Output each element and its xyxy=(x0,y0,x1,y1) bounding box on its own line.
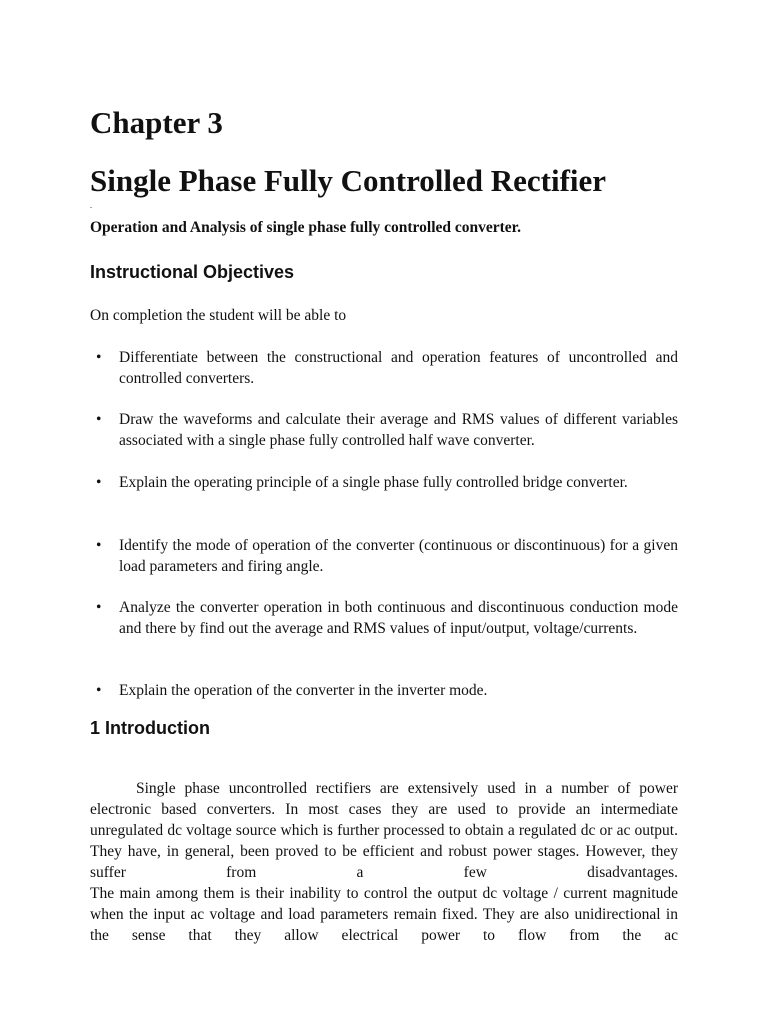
objective-item xyxy=(90,535,678,577)
objectives-heading: Instructional Objectives xyxy=(90,262,295,282)
bullet-icon: • xyxy=(96,682,102,699)
objective-item xyxy=(90,409,678,451)
objective-text: Identify the mode of operation of the converter (continuous or discontinuous) for a given load parameters and firing angle. xyxy=(119,537,678,575)
stray-mark: . xyxy=(90,201,92,210)
chapter-title: Chapter 3 xyxy=(90,105,223,140)
objective-text: Analyze the converter operation in both continuous and discontinuous conduction mode and there by find out the average and RMS values of input/output, voltage/currents. xyxy=(119,599,678,637)
objective-text: Explain the operation of the converter in the inverter mode. xyxy=(119,682,488,699)
objective-item xyxy=(90,347,678,389)
introduction-paragraph: Single phase uncontrolled rectifiers are extensively used in a number of power electronic based converters. In most cases they are used to provide an intermediate unregulated dc voltage source which is further processed to obtain a regulated dc or ac output. They have, in general, been proved to be efficient and robust power stages. However, they suffer from a few disadvantages. xyxy=(90,779,678,881)
objective-text: Differentiate between the constructional and operation features of uncontrolled and controlled converters. xyxy=(119,349,678,387)
objective-item xyxy=(90,597,678,639)
objectives-intro: On completion the student will be able to xyxy=(90,307,347,324)
bullet-icon: • xyxy=(96,474,102,491)
section-summary: Operation and Analysis of single phase fully controlled converter. xyxy=(90,219,522,236)
objective-item xyxy=(90,680,678,701)
bullet-icon: • xyxy=(96,537,102,554)
bullet-icon: • xyxy=(96,349,102,366)
chapter-subtitle: Single Phase Fully Controlled Rectifier xyxy=(90,163,607,198)
bullet-icon: • xyxy=(96,599,102,616)
bullet-icon: • xyxy=(96,411,102,428)
objective-text: Explain the operating principle of a single phase fully controlled bridge converter. xyxy=(119,474,628,491)
introduction-paragraph-continued: The main among them is their inability to control the output dc voltage / current magnitude when the input ac voltage and load parameters remain fixed. They are also unidirectional in the sense that they allow electrical power to flow from the ac xyxy=(90,884,678,944)
introduction-heading: 1 Introduction xyxy=(90,718,210,738)
objective-item xyxy=(90,472,678,493)
objective-text: Draw the waveforms and calculate their average and RMS values of different variables associated with a single phase fully controlled half wave converter. xyxy=(119,411,678,449)
